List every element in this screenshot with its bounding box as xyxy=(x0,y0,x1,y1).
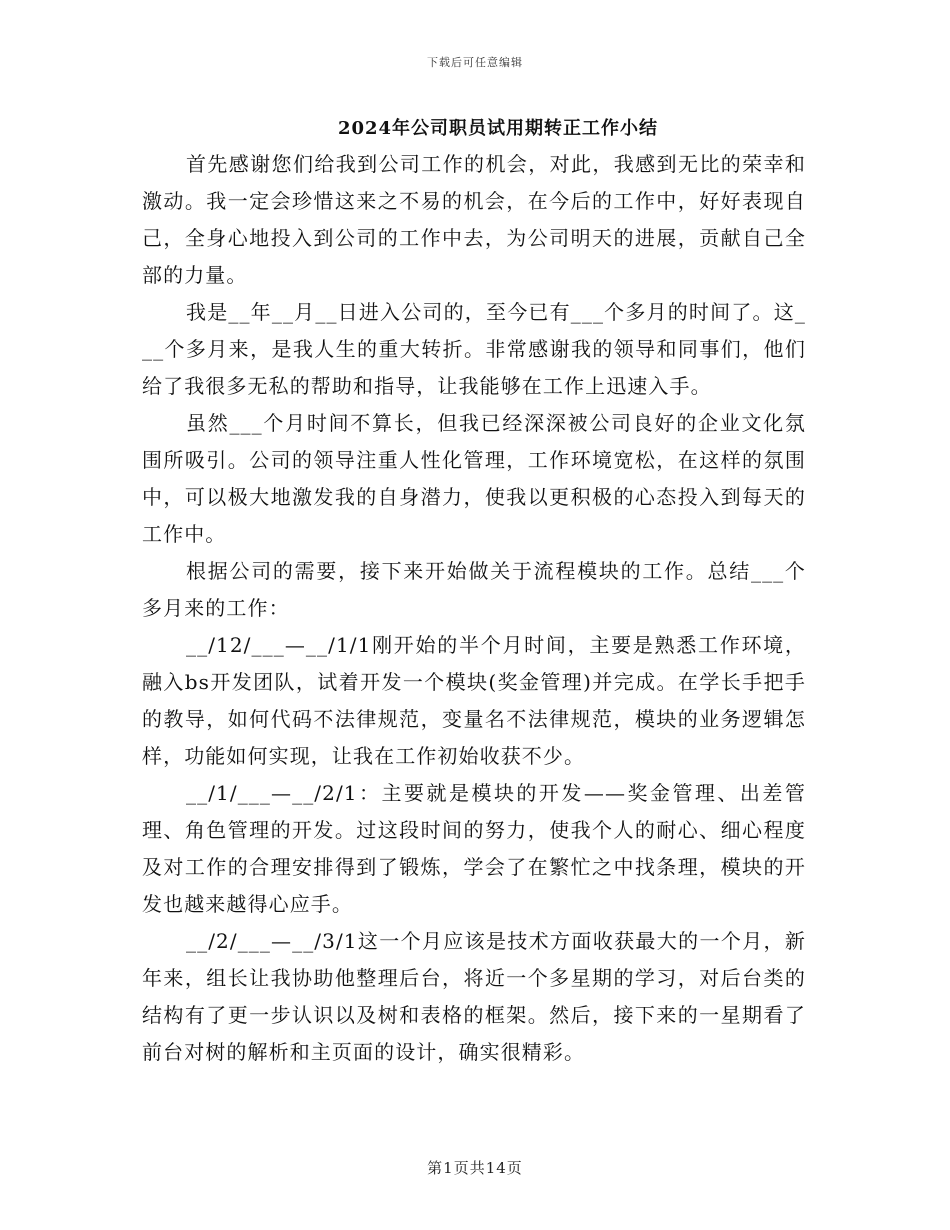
paragraph-2: 我是__年__月__日进入公司的，至今已有___个多月的时间了。这___个多月来，是我人生的重大转折。非常感谢我的领导和同事们，他们给了我很多无私的帮助和指导，让我能够在工作上迅速入手。 xyxy=(142,300,806,398)
paragraph-6: __/1/___—__/2/1：主要就是模块的开发——奖金管理、出差管理、角色管理的开发。过这段时间的努力，使我个人的耐心、细心程度及对工作的合理安排得到了锻炼，学会了在繁忙之中找条理，模块的开发也越来越得心应手。 xyxy=(142,781,806,916)
header-note: 下载后可任意编辑 xyxy=(427,56,523,69)
paragraph-3: 虽然___个月时间不算长，但我已经深深被公司良好的企业文化氛围所吸引。公司的领导注重人性化管理，工作环境宽松，在这样的氛围中，可以极大地激发我的自身潜力，使我以更积极的心态投入到每天的工作中。 xyxy=(142,411,806,546)
document-title: 2024年公司职员试用期转正工作小结 xyxy=(337,118,659,139)
paragraph-1: 首先感谢您们给我到公司工作的机会，对此，我感到无比的荣幸和激动。我一定会珍惜这来之不易的机会，在今后的工作中，好好表现自己，全身心地投入到公司的工作中去，为公司明天的进展，贡献自己全部的力量。 xyxy=(142,152,806,287)
page-number: 第1页共14页 xyxy=(427,1159,523,1177)
document-body xyxy=(142,146,806,1071)
paragraph-7: __/2/___—__/3/1这一个月应该是技术方面收获最大的一个月，新年来，组长让我协助他整理后台，将近一个多星期的学习，对后台类的结构有了更一步认识以及树和表格的框架。然后，接下来的一星期看了前台对树的解析和主页面的设计，确实很精彩。 xyxy=(142,929,806,1064)
paragraph-5: __/12/___—__/1/1刚开始的半个月时间，主要是熟悉工作环境，融入bs开发团队，试着开发一个模块(奖金管理)并完成。在学长手把手的教导，如何代码不法律规范，变量名不法律规范，模块的业务逻辑怎样，功能如何实现，让我在工作初始收获不少。 xyxy=(142,633,806,768)
paragraph-4: 根据公司的需要，接下来开始做关于流程模块的工作。总结___个多月来的工作： xyxy=(142,559,806,620)
